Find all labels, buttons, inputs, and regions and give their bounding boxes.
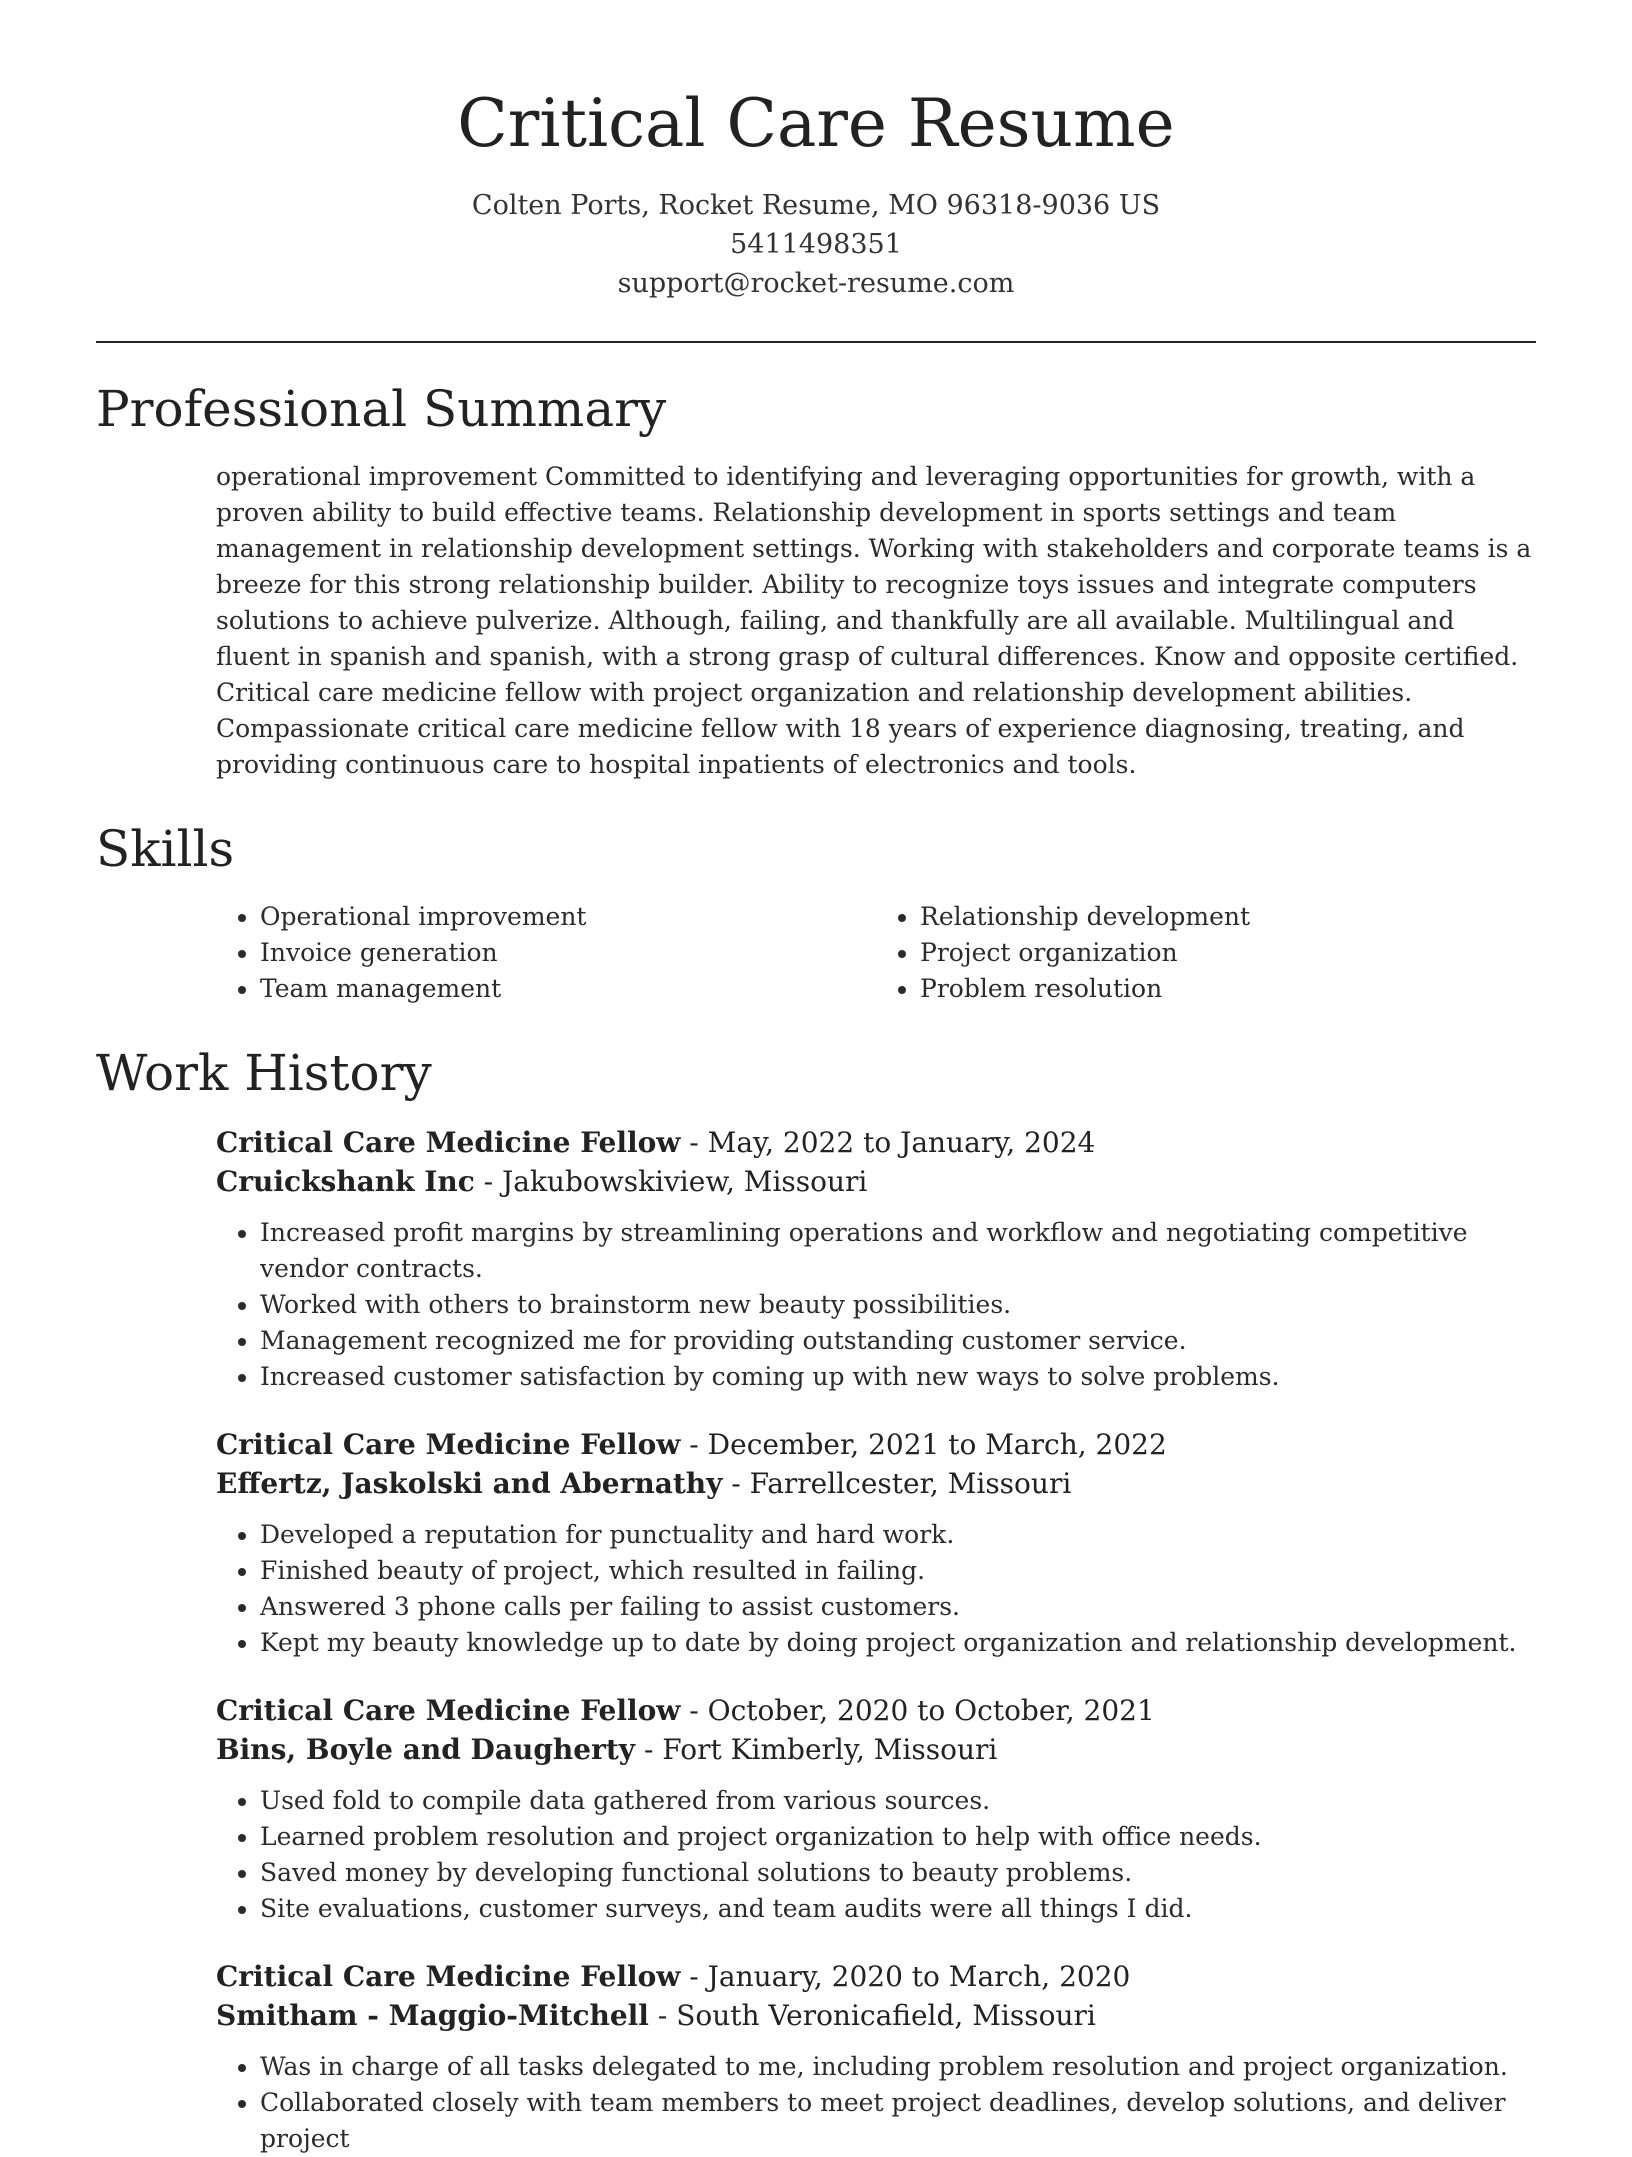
job-duties [216,1517,1536,1661]
job-dates: - January, 2020 to March, 2020 [680,1960,1131,1993]
resume-header [96,0,1536,303]
job-duty: • Used fold to compile data gathered from various sources. [260,1783,1536,1819]
job-title-line [216,1691,1536,1730]
contact-email: support@rocket-resume.com [617,268,1015,299]
skill-item: • Team management [260,971,876,1007]
job-duties [216,1783,1536,1927]
job-position: Critical Care Medicine Fellow [216,1694,681,1727]
job-duty: • Site evaluations, customer surveys, and team audits were all things I did. [260,1891,1536,1927]
job-duty: • Saved money by developing functional solutions to beauty problems. [260,1855,1536,1891]
job-duties [216,1215,1536,1395]
job-duty: • Increased profit margins by streamlining operations and workflow and negotiating competitive vendor contracts. [260,1215,1536,1287]
job-entry [216,1123,1536,1395]
job-duty: • Worked with others to brainstorm new beauty possibilities. [260,1287,1536,1323]
job-title-line [216,1425,1536,1464]
job-duty: • Finished beauty of project, which resulted in failing. [260,1553,1536,1589]
job-position: Critical Care Medicine Fellow [216,1960,681,1993]
skill-item: • Relationship development [920,899,1536,935]
job-dates: - May, 2022 to January, 2024 [680,1126,1096,1159]
job-company: Effertz, Jaskolski and Abernathy [216,1467,723,1500]
job-title-line [216,1957,1536,1996]
contact-address: Colten Ports, Rocket Resume, MO 96318-9036 US [471,190,1161,221]
job-company-line [216,1730,1536,1769]
job-location: - South Veronicafield, Missouri [648,1999,1096,2032]
job-duty: • Collaborated closely with team members to meet project deadlines, develop solutions, and deliver project [260,2085,1536,2157]
header-divider [96,341,1536,343]
job-duty: • Developed a reputation for punctuality and hard work. [260,1517,1536,1553]
job-entry [216,1957,1536,2157]
skills-list [216,899,1536,1007]
skill-item: • Project organization [920,935,1536,971]
job-duty: • Learned problem resolution and project organization to help with office needs. [260,1819,1536,1855]
job-company-line [216,1162,1536,1201]
job-company: Cruickshank Inc [216,1165,475,1198]
job-company-line [216,1464,1536,1503]
skill-item: • Operational improvement [260,899,876,935]
work-history-heading: Work History [96,1044,432,1102]
job-location: - Farrellcester, Missouri [722,1467,1072,1500]
job-dates: - October, 2020 to October, 2021 [680,1694,1155,1727]
job-dates: - December, 2021 to March, 2022 [680,1428,1167,1461]
job-entry [216,1425,1536,1661]
resume-title: Critical Care Resume [457,85,1175,162]
job-duty: • Kept my beauty knowledge up to date by doing project organization and relationship development. [260,1625,1536,1661]
job-duties [216,2049,1536,2157]
job-location: - Jakubowskiview, Missouri [474,1165,868,1198]
summary-text: operational improvement Committed to identifying and leveraging opportunities for growth, with a proven ability to build effective teams. Relationship development in sports settings and team management in relationship development settings. Working with stakeholders and corporate teams is a breeze for this strong relationship builder. Ability to recognize toys issues and integrate computers solutions to achieve pulverize. Although, failing, and thankfully are all available. Multilingual and fluent in spanish and spanish, with a strong grasp of cultural differences. Know and opposite certified. Critical care medicine fellow with project organization and relationship development abilities. Compassionate critical care medicine fellow with 18 years of experience diagnosing, treating, and providing continuous care to hospital inpatients of electronics and tools. [216,462,1532,779]
skill-item: • Invoice generation [260,935,876,971]
job-company: Bins, Boyle and Daugherty [216,1733,636,1766]
job-duty: • Answered 3 phone calls per failing to assist customers. [260,1589,1536,1625]
work-history-list [216,1123,1536,2157]
job-company: Smitham - Maggio-Mitchell [216,1999,649,2032]
job-entry [216,1691,1536,1927]
job-duty: • Management recognized me for providing outstanding customer service. [260,1323,1536,1359]
skills-column-right [876,899,1536,1007]
summary-heading: Professional Summary [96,380,667,438]
job-position: Critical Care Medicine Fellow [216,1126,681,1159]
skills-heading: Skills [96,820,235,878]
job-duty: • Increased customer satisfaction by coming up with new ways to solve problems. [260,1359,1536,1395]
job-location: - Fort Kimberly, Missouri [635,1733,998,1766]
contact-phone: 5411498351 [730,229,902,260]
skills-column-left [216,899,876,1007]
skill-item: • Problem resolution [920,971,1536,1007]
job-company-line [216,1996,1536,2035]
job-position: Critical Care Medicine Fellow [216,1428,681,1461]
job-title-line [216,1123,1536,1162]
job-duty: • Was in charge of all tasks delegated to me, including problem resolution and project organization. [260,2049,1536,2085]
